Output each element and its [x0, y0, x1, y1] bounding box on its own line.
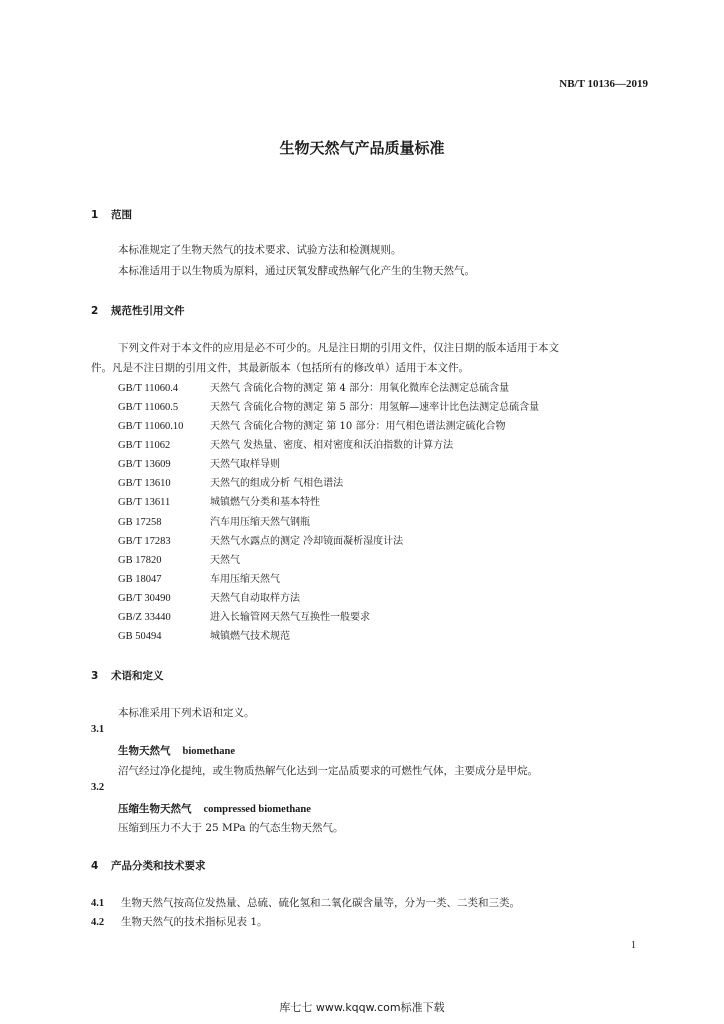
paragraph: 本标准适用于以生物质为原料，通过厌氧发酵或热解气化产生的生物天然气。 [118, 265, 475, 277]
reference-code: GB/T 11062 [118, 440, 171, 451]
term-name [118, 743, 235, 758]
term-name-en: compressed biomethane [203, 804, 311, 815]
term-name-en: biomethane [182, 746, 235, 757]
section-number: 4 [91, 860, 99, 872]
term-name [118, 801, 311, 816]
section-title: 规范性引用文件 [111, 305, 185, 317]
reference-title: 汽车用压缩天然气钢瓶 [210, 517, 310, 528]
page-number: 1 [631, 940, 636, 951]
section-number: 1 [91, 209, 99, 221]
clause [91, 914, 268, 929]
reference-title: 天然气 含硫化合物的测定 第 4 部分：用氧化微库仑法测定总硫含量 [210, 383, 510, 394]
reference-code: GB 17258 [118, 517, 162, 528]
section-title: 范围 [111, 209, 132, 221]
reference-title: 城镇燃气分类和基本特性 [210, 497, 320, 508]
reference-title: 天然气水露点的测定 冷却镜面凝析湿度计法 [210, 536, 404, 547]
reference-title: 天然气 发热量、密度、相对密度和沃泊指数的计算方法 [210, 440, 454, 451]
reference-code: GB/T 13609 [118, 459, 171, 470]
reference-title: 天然气取样导则 [210, 459, 280, 470]
reference-code: GB 17820 [118, 555, 162, 566]
reference-item [118, 627, 290, 642]
reference-item [118, 551, 240, 566]
reference-item [118, 455, 280, 470]
term-number: 3.2 [91, 782, 105, 793]
paragraph: 本标准采用下列术语和定义。 [118, 707, 255, 719]
clause-text: 生物天然气的技术指标见表 1。 [121, 916, 268, 928]
reference-title: 天然气 [210, 555, 240, 566]
reference-title: 车用压缩天然气 [210, 574, 280, 585]
reference-item [118, 608, 370, 623]
reference-item [118, 589, 300, 604]
reference-title: 进入长输管网天然气互换性一般要求 [210, 612, 370, 623]
reference-title: 天然气自动取样方法 [210, 593, 300, 604]
reference-code: GB/T 13610 [118, 478, 171, 489]
reference-item [118, 436, 453, 451]
document-title: 生物天然气产品质量标准 [279, 139, 445, 157]
section-title: 术语和定义 [111, 670, 164, 682]
reference-code: GB 18047 [118, 574, 162, 585]
paragraph: 本标准规定了生物天然气的技术要求、试验方法和检测规则。 [118, 244, 402, 256]
section-1-heading [91, 207, 132, 222]
reference-item [118, 493, 320, 508]
reference-item [118, 379, 509, 394]
section-title: 产品分类和技术要求 [111, 860, 206, 872]
reference-code: GB/T 13611 [118, 497, 171, 508]
clause-number: 4.2 [91, 917, 105, 928]
section-2-heading [91, 303, 185, 318]
reference-item [118, 474, 343, 489]
term-definition: 沼气经过净化提纯，或生物质热解气化达到一定品质要求的可燃性气体，主要成分是甲烷。 [118, 765, 538, 777]
term-name-zh: 生物天然气 [118, 745, 171, 757]
section-4-heading [91, 858, 206, 873]
paragraph-continuation: 件。凡是不注日期的引用文件，其最新版本（包括所有的修改单）适用于本文件。 [91, 362, 469, 374]
download-footer: 库七七 www.kqqw.com标准下载 [279, 1001, 445, 1014]
term-definition: 压缩到压力不大于 25 MPa 的气态生物天然气。 [118, 822, 344, 834]
term-number: 3.1 [91, 724, 105, 735]
clause-number: 4.1 [91, 898, 105, 909]
reference-title: 天然气的组成分析 气相色谱法 [210, 478, 344, 489]
clause-text: 生物天然气按高位发热量、总硫、硫化氢和二氧化碳含量等，分为一类、二类和三类。 [121, 897, 520, 909]
reference-code: GB/T 11060.5 [118, 402, 179, 413]
paragraph: 下列文件对于本文件的应用是必不可少的。凡是注日期的引用文件，仅注日期的版本适用于本文 [118, 342, 559, 354]
reference-code: GB/Z 33440 [118, 612, 171, 623]
reference-code: GB/T 17283 [118, 536, 171, 547]
standard-code: NB/T 10136—2019 [559, 78, 648, 90]
reference-item [118, 417, 505, 432]
clause [91, 895, 520, 910]
section-number: 2 [91, 305, 99, 317]
reference-item [118, 570, 280, 585]
section-3-heading [91, 668, 164, 683]
reference-item [118, 513, 310, 528]
reference-code: GB/T 11060.10 [118, 421, 184, 432]
reference-code: GB/T 11060.4 [118, 383, 179, 394]
section-number: 3 [91, 670, 99, 682]
reference-item [118, 398, 539, 413]
reference-code: GB/T 30490 [118, 593, 171, 604]
reference-title: 天然气 含硫化合物的测定 第 5 部分：用氢解—速率计比色法测定总硫含量 [210, 402, 540, 413]
reference-code: GB 50494 [118, 631, 162, 642]
term-name-zh: 压缩生物天然气 [118, 803, 192, 815]
reference-title: 天然气 含硫化合物的测定 第 10 部分：用气相色谱法测定硫化合物 [210, 421, 506, 432]
reference-item [118, 532, 403, 547]
reference-title: 城镇燃气技术规范 [210, 631, 290, 642]
